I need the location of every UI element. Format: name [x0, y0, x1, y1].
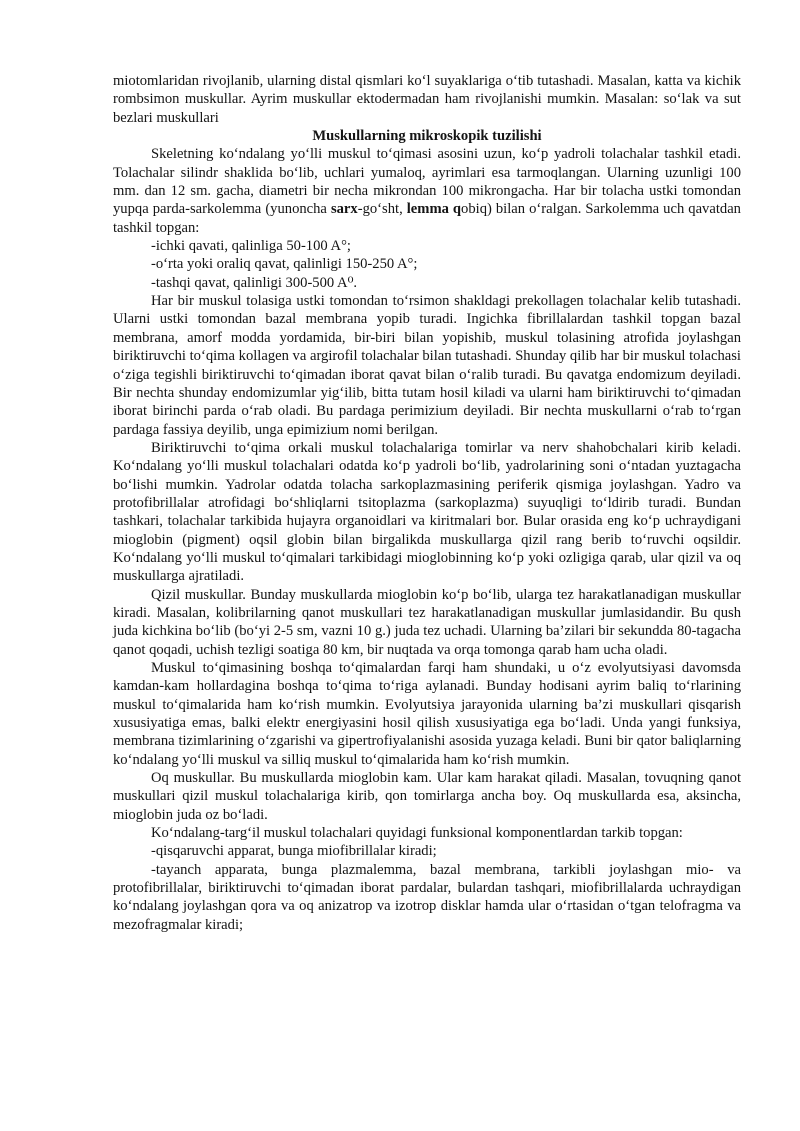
list-item-middle-layer: -o‘rta yoki oraliq qavat, qalinligi 150-250 A°; [151, 256, 418, 273]
text-run: -go‘sht, [357, 201, 407, 218]
paragraph-components-intro: Ko‘ndalang-targ‘il muskul tolachalari quyidagi funksional komponentlardan tarkib topgan: [151, 825, 683, 842]
text-run: obiq) bilan o‘ralgan. Sarkolemma uch qavatdan tashkil topgan: [113, 201, 741, 236]
list-item-inner-layer: -ichki qavati, qalinliga 50-100 A°; [151, 238, 351, 255]
list-item-contractile-apparatus: -qisqaruvchi apparat, bunga miofibrillalar kiradi; [151, 843, 437, 860]
paragraph-red-muscles: Qizil muskullar. Bunday muskullarda mioglobin ko‘p bo‘lib, ularga tez harakatlanadigan muskullar kiradi. Masalan, kolibrilarning qanot muskullari tez harakatlanadigan muskullar jumlasidandir. Bu qush juda kichkina bo‘lib (bo‘yi 2-5 sm, vazni 10 g.) juda tez uchadi. Ularning ba’zilari bir sekundda 80-tagacha qanot qoqadi, uchish tezligi soatiga 80 km, bir nuqtada va orqa tomonga qarab ham ucha oladi. [113, 586, 741, 658]
paragraph-skeletal-muscle [113, 145, 741, 237]
paragraph-intro: miotomlaridan rivojlanib, ularning distal qismlari ko‘l suyaklariga o‘tib tutashadi. Masalan, katta va kichik rombsimon muskullar. Ayrim muskullar ektodermadan ham rivojlanishi mumkin. Masalan: so‘lak va sut bezlari muskullari [113, 73, 741, 126]
paragraph-white-muscles: Oq muskullar. Bu muskullarda mioglobin kam. Ular kam harakat qiladi. Masalan, tovuqning qanot muskullari qizil muskul tolachalariga kirib, qon tomirlarga ancha boy. Oq muskullarda esa, aksincha, mioglobin juda oz bo‘ladi. [113, 770, 741, 823]
paragraph-connective-tissue: Har bir muskul tolasiga ustki tomondan to‘rsimon shakldagi prekollagen tolachalar kelib tutashadi. Ularni ustki tomondan bazal membrana yopib turadi. Ingichka fibrillalardan tashkil topgan bazal membrana, amorf modda yordamida, bir-biri bilan yopishib, muskul tolasining atrofida joylashgan biriktiruvchi to‘qima kollagen va argirofil tolachalar bilan tutashadi. Shunday qilib har bir muskul tolachasi o‘ziga tegishli biriktiruvchi to‘qimadan iborat qavat bilan o‘ralib turadi. Bu qavatga endomizum deyiladi. Bir nechta shunday endomizumlar yig‘ilib, bitta tutam hosil kiladi va ularni ham biriktiruvchi to‘qimadan iborat birinchi parda o‘rab oladi. Bu pardaga perimizium deyiladi. Bir nechta muskullarni o‘rab to‘rgan pardaga fassiya deyilib, unga epimizium nomi berilgan. [113, 293, 741, 438]
paragraph-nerves-nuclei: Biriktiruvchi to‘qima orkali muskul tolachalariga tomirlar va nerv shahobchalari kirib keladi. Ko‘ndalang yo‘lli muskul tolachalari odatda ko‘p yadroli bo‘lib, yadrolarining soni o‘ntadan yuztagacha bo‘lishi mumkin. Yadrolar odatda tolacha sarkoplazmasining periferik qismiga joylashgan. Yadro va protofibrillalar atrofidagi bo‘shliqlarni tsitoplazma (sarkoplazma) suyuqligi to‘ldirib turadi. Bundan tashkari, tolachalar tarkibida hujayra organoidlari va kiritmalari bor. Bular orasida eng ko‘p uchraydigani mioglobin (pigment) oqsil globin bilan birgalikda muskullarga qizil rang berib to‘ruvchi oqsildir. Ko‘ndalang yo‘lli muskul to‘qimalari tarkibidagi mioglobinning ko‘p yoki ozligiga qarab, ular qizil va oq muskullarga ajratiladi. [113, 439, 741, 585]
paragraph-evolution: Muskul to‘qimasining boshqa to‘qimalardan farqi ham shundaki, u o‘z evolyutsiyasi davomsda kamdan-kam hollardagina boshqa to‘qima to‘riga aylanadi. Bunday hodisani ayrim baliq to‘rlarining muskul to‘qimalarida ham ko‘rish mumkin. Evolyutsiya jarayonida ularning ba’zi muskullari qisqarish xususiyatiga emas, balki elektr energiyasini hosil qilish xususiyatiga ega bo‘ladi. Unda yangi funksiya, membrana tizimlarining o‘zgarishi va gipertrofiyalanishi asosida yuzaga keladi. Buni bir qator baliqlarning ko‘ndalang yo‘lli muskul va silliq muskul to‘qimalarida ham ko‘rish mumkin. [113, 660, 741, 768]
section-heading: Muskullarning mikroskopik tuzilishi [312, 128, 542, 145]
bold-term-sarx: sarx [330, 201, 358, 218]
list-item-outer-layer: -tashqi qavat, qalinligi 300-500 A⁰. [151, 274, 358, 291]
paragraph-support-apparatus: -tayanch apparata, bunga plazmalemma, bazal membrana, tarkibli joylashgan mio- va protofibrillalar, biriktiruvchi to‘qimadan iborat pardalar, bulardan tashqari, miofibrillalarda uchraydigan ko‘ndalang joylashgan qora va oq anizatrop va izotrop disklar hamda ular o‘rtasidan o‘tgan telofragma va mezofragmalar kiradi; [113, 861, 741, 933]
text-run: Skeletning ko‘ndalang yo‘lli muskul to‘qimasi asosini uzun, ko‘p yadroli tolachalar tashkil etadi. Tolachalar silindr shaklida bo‘lib, uchlari yumaloq, ayrimlari esa tarmoqlangan. Ularning uzunligi 100 mm. dan 12 sm. gacha, diametri bir necha mikrondan 100 mikrongacha. Har bir tolacha ustki tomondan yupqa parda-sarkolemma (yunoncha [113, 146, 741, 218]
bold-term-lemma: lemma q [406, 201, 462, 218]
